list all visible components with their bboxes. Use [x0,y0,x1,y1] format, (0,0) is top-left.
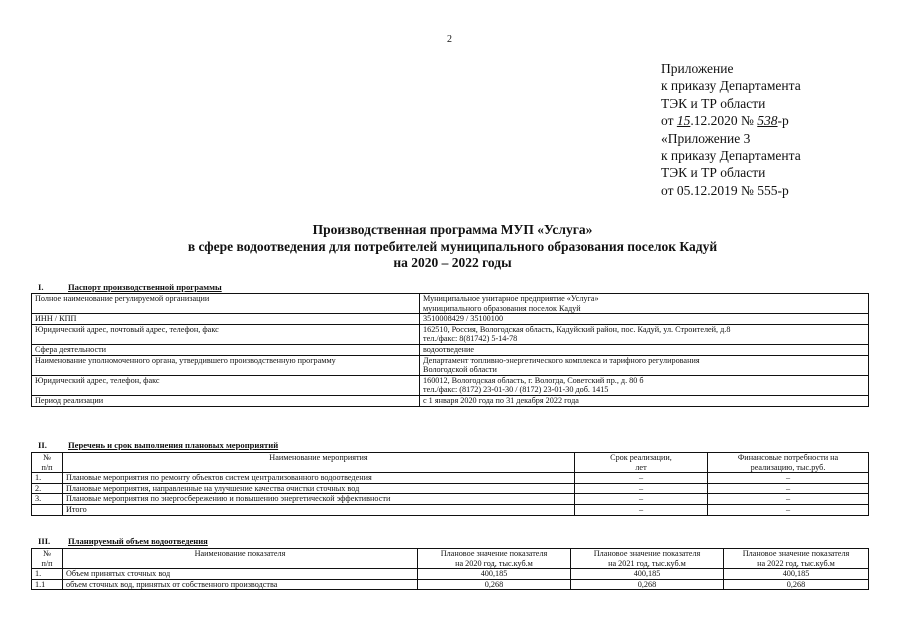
table-row [32,375,869,395]
row-value [420,355,869,375]
volume-table [31,548,869,590]
row-number: 1.1 [32,579,63,590]
row-value-line: водоотведение [423,344,475,354]
section1-heading [38,282,222,292]
col-header-2020: Плановое значение показателя на 2020 год, тыс.куб.м [418,549,571,569]
row-label: Наименование уполномоченного органа, утвердившего производственную программу [32,355,420,375]
section-title: Планируемый объем водоотведения [68,536,208,546]
col-header-name: Наименование показателя [63,549,418,569]
row-value [420,395,869,406]
row-finance: – [708,494,869,505]
row-number: 3. [32,494,63,505]
row-value-line: тел./факс: (8172) 23-01-30 / (8172) 23-01-30 доб. 1415 [423,385,609,395]
col-header-term: Срок реализации, лет [575,453,708,473]
appendix-line: Приложение [661,61,734,76]
row-finance: – [708,483,869,494]
table-row [32,483,869,494]
row-value-2022: 400,185 [724,569,869,580]
row-number [32,504,63,515]
page-number: 2 [447,34,452,45]
row-value-2021: 0,268 [571,579,724,590]
appendix-line: ТЭК и ТР области [661,165,766,181]
title-line: в сфере водоотведения для потребителей муниципального образования поселок Кадуй [187,238,718,254]
table-row [32,395,869,406]
col-header-number: № п/п [32,549,63,569]
row-value-line: 160012, Вологодская область, г. Вологда, Советский пр., д. 80 б [423,375,644,385]
row-finance: – [708,504,869,515]
row-value [420,344,869,355]
section-number: II. [38,440,47,450]
col-header-finance: Финансовые потребности на реализацию, тыс.руб. [708,453,869,473]
table-header-row [32,549,869,569]
appendix-date-suffix: -р [777,113,789,129]
section-title: Паспорт производственной программы [68,282,222,292]
row-finance: – [708,473,869,484]
appendix-order-date [661,112,801,129]
section-number: III. [38,536,51,546]
table-row [32,324,869,344]
row-term: – [575,483,708,494]
row-value-2022: 0,268 [724,579,869,590]
table-row [32,314,869,325]
table-row [32,473,869,484]
row-term: – [575,494,708,505]
row-number: 2. [32,483,63,494]
row-number: 1. [32,569,63,580]
row-label: Юридический адрес, телефон, факс [32,375,420,395]
document-title [0,222,905,272]
table-row [32,569,869,580]
row-value-line: 3510008429 / 35100100 [423,314,504,324]
handwritten-order-number: 538 [757,113,778,129]
row-label: ИНН / КПП [32,314,420,325]
table-row [32,579,869,590]
row-value-line: муниципального образования поселок Кадуй [423,303,581,313]
appendix-line: ТЭК и ТР области [661,95,766,111]
col-header-name: Наименование мероприятия [63,453,575,473]
section3-heading [38,536,208,546]
table-row [32,344,869,355]
row-value [420,294,869,314]
row-value-line: 162510, Россия, Вологодская область, Кадуйский район, пос. Кадуй, ул. Строителей, д.8 [423,324,731,334]
row-value-line: тел./факс: 8(81742) 5-14-78 [423,334,518,344]
row-value-2020: 0,268 [418,579,571,590]
appendix-line: к приказу Департамента [661,78,801,94]
section-title: Перечень и срок выполнения плановых мероприятий [68,440,279,450]
row-label: Сфера деятельности [32,344,420,355]
passport-table [31,293,869,407]
appendix-block [661,60,801,199]
row-name: Итого [63,504,575,515]
appendix-line: к приказу Департамента [661,148,801,164]
row-label: Юридический адрес, почтовый адрес, телефон, факс [32,324,420,344]
appendix-line: «Приложение 3 [661,130,751,146]
row-value-line: с 1 января 2020 года по 31 декабря 2022 года [423,395,579,405]
col-header-2022: Плановое значение показателя на 2022 год, тыс.куб.м [724,549,869,569]
row-value-2021: 400,185 [571,569,724,580]
title-line: Производственная программа МУП «Услуга» [312,222,593,237]
row-number: 1. [32,473,63,484]
row-name: Плановые мероприятия, направленные на улучшение качества очистки сточных вод [63,483,575,494]
row-value-2020: 400,185 [418,569,571,580]
row-value-line: Вологодской области [423,365,497,375]
row-name: Объем принятых сточных вод [63,569,418,580]
handwritten-day: 15 [676,113,691,129]
table-header-row [32,453,869,473]
row-label: Период реализации [32,395,420,406]
row-label: Полное наименование регулируемой организации [32,294,420,314]
row-value-line: Муниципальное унитарное предприятие «Услуга» [423,294,599,303]
row-term: – [575,504,708,515]
section2-heading [38,440,278,450]
measures-table [31,452,869,516]
table-row [32,355,869,375]
table-row [32,504,869,515]
table-row [32,294,869,314]
section-number: I. [38,282,44,292]
row-value [420,314,869,325]
appendix-line: от 05.12.2019 № 555-р [661,182,789,198]
title-line: на 2020 – 2022 годы [393,255,512,270]
appendix-date-mid: .12.2020 № [690,113,758,129]
row-value [420,375,869,395]
col-header-number: № п/п [32,453,63,473]
row-value-line: Департамент топливно-энергетического комплекса и тарифного регулирования [423,355,700,365]
table-row [32,494,869,505]
row-value [420,324,869,344]
row-name: Плановые мероприятия по энергосбережению и повышению энергетической эффективности [63,494,575,505]
appendix-date-prefix: от [661,113,677,129]
col-header-2021: Плановое значение показателя на 2021 год, тыс.куб.м [571,549,724,569]
row-name: объем сточных вод, принятых от собственного производства [63,579,418,590]
row-term: – [575,473,708,484]
row-name: Плановые мероприятия по ремонту объектов систем централизованного водоотведения [63,473,575,484]
